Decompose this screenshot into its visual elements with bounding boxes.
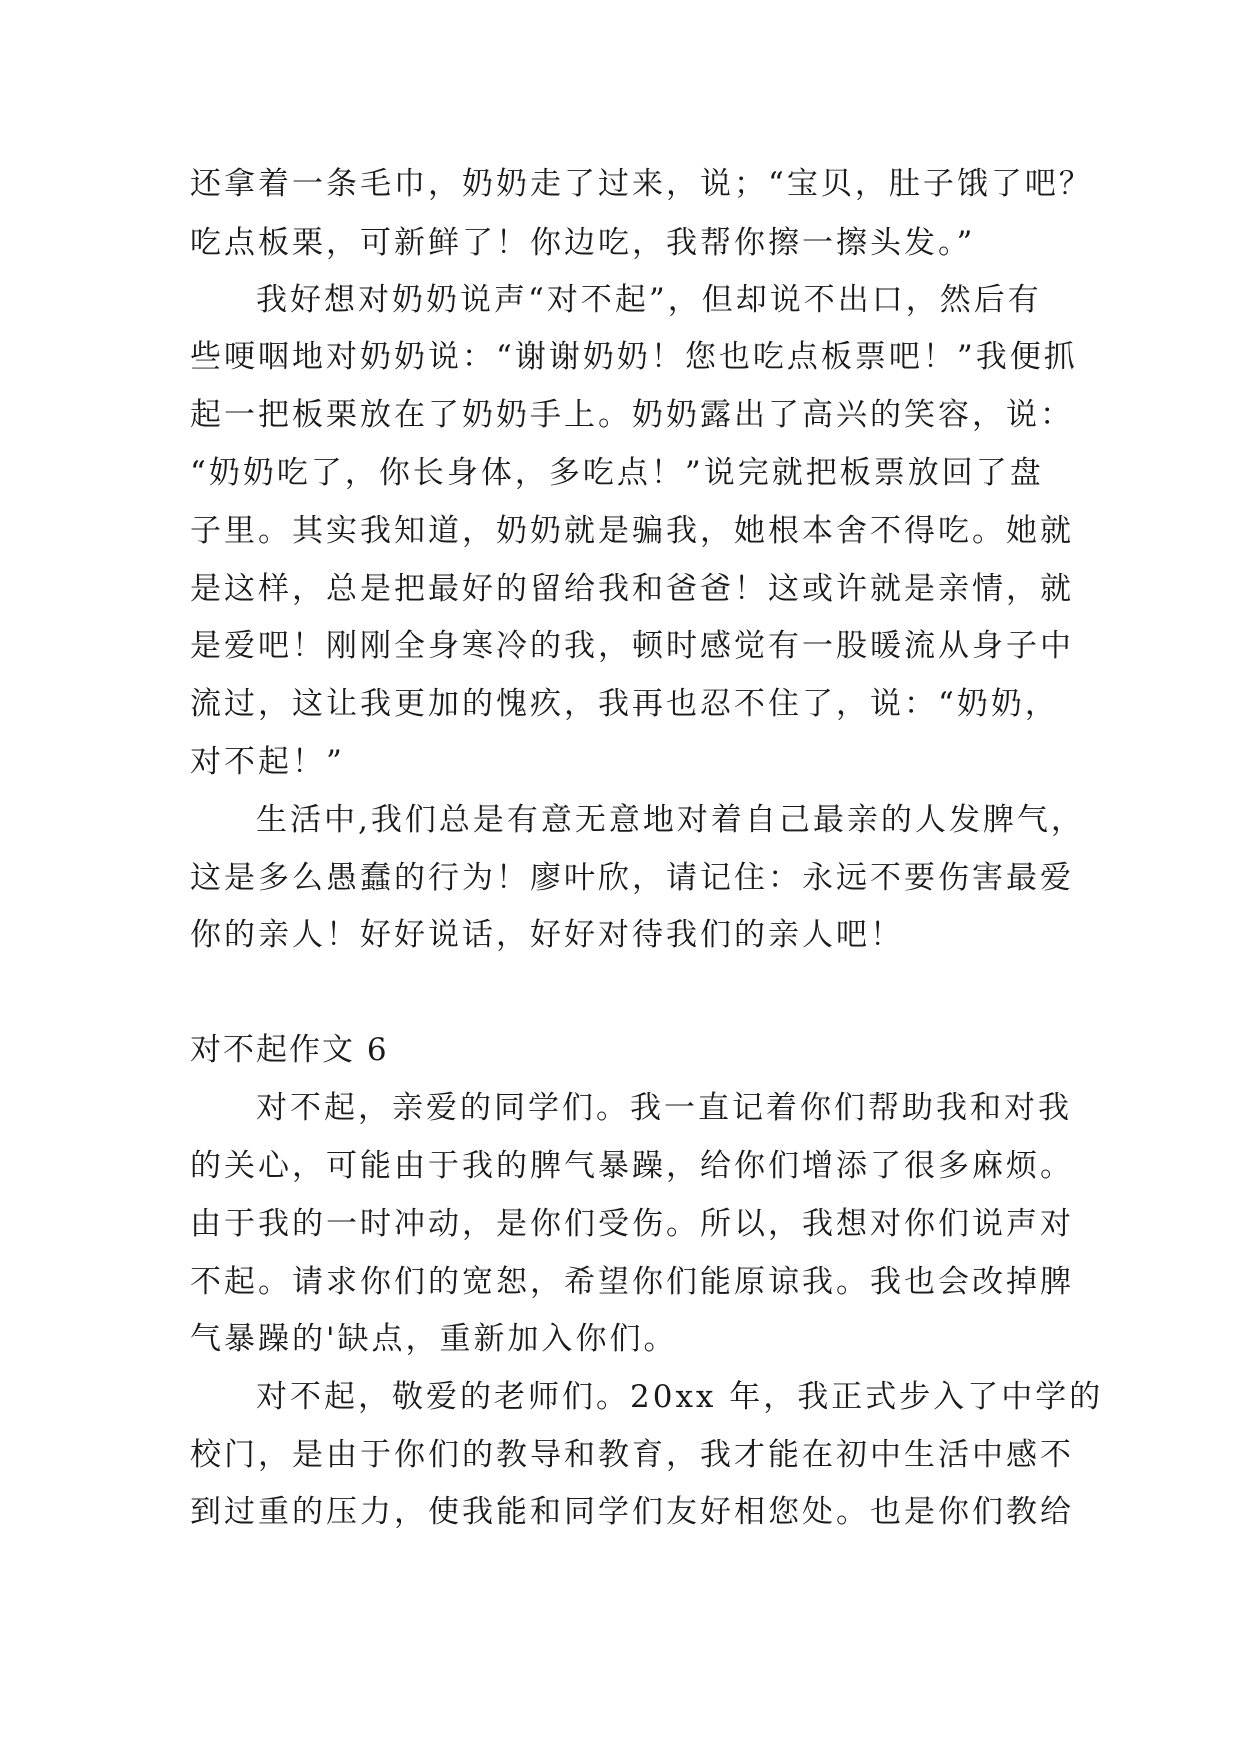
paragraph-start-line: 对不起，敬爱的老师们。20xx 年，我正式步入了中学的: [256, 1379, 1104, 1415]
text-line: 子里。其实我知道，奶奶就是骗我，她根本舍不得吃。她就: [190, 513, 1074, 549]
text-line: 气暴躁的'缺点，重新加入你们。: [190, 1321, 678, 1357]
text-line: 些哽咽地对奶奶说：“谢谢奶奶！您也吃点板票吧！”我便抓: [190, 339, 1078, 375]
text-line: 流过，这让我更加的愧疚，我再也忍不住了，说：“奶奶，: [190, 686, 1059, 722]
text-line: 校门，是由于你们的教导和教育，我才能在初中生活中感不: [190, 1437, 1074, 1473]
paragraph-start-line: 生活中,我们总是有意无意地对着自己最亲的人发脾气，: [256, 802, 1085, 838]
text-line: 的关心，可能由于我的脾气暴躁，给你们增添了很多麻烦。: [190, 1148, 1074, 1184]
text-line: 你的亲人！好好说话，好好对待我们的亲人吧！: [190, 917, 904, 953]
text-line: 这是多么愚蠢的行为！廖叶欣，请记住：永远不要伤害最爱: [190, 860, 1074, 896]
text-line: 还拿着一条毛巾，奶奶走了过来，说；“宝贝，肚子饿了吧？: [190, 166, 1093, 202]
section-heading: 对不起作文 6: [190, 1032, 389, 1068]
text-line: 到过重的压力，使我能和同学们友好相您处。也是你们教给: [190, 1494, 1074, 1530]
text-line: 对不起！”: [190, 744, 345, 780]
text-line: 起一把板栗放在了奶奶手上。奶奶露出了高兴的笑容，说：: [190, 397, 1074, 433]
text-line: 是这样，总是把最好的留给我和爸爸！这或许就是亲情，就: [190, 571, 1074, 607]
text-line: 由于我的一时冲动，是你们受伤。所以，我想对你们说声对: [190, 1206, 1074, 1242]
text-line: 是爱吧！刚刚全身寒冷的我，顿时感觉有一股暖流从身子中: [190, 628, 1074, 664]
paragraph-start-line: 对不起，亲爱的同学们。我一直记着你们帮助我和对我: [256, 1090, 1072, 1126]
text-line: “奶奶吃了，你长身体，多吃点！”说完就把板票放回了盘: [190, 455, 1044, 491]
text-line: 吃点板栗，可新鲜了！你边吃，我帮你擦一擦头发。”: [190, 225, 976, 261]
paragraph-start-line: 我好想对奶奶说声“对不起”，但却说不出口，然后有: [256, 282, 1042, 318]
text-line: 不起。请求你们的宽恕，希望你们能原谅我。我也会改掉脾: [190, 1264, 1074, 1300]
